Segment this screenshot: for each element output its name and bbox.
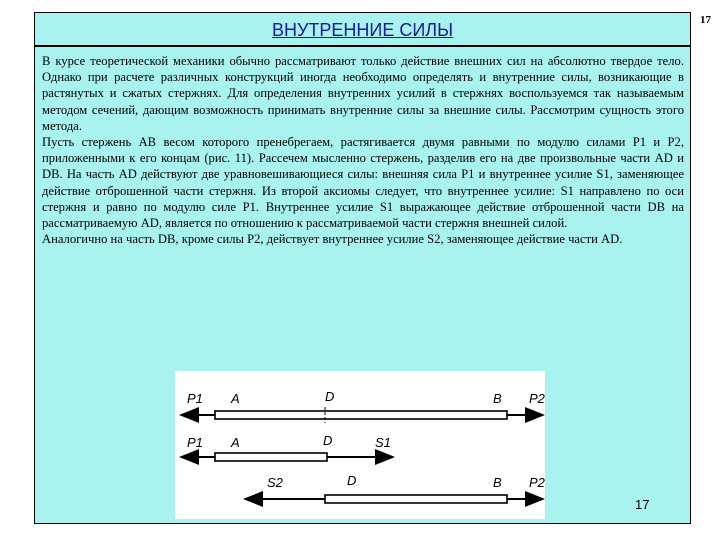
paragraph-intro: В курсе теоретической механики обычно рассматривают только действие внешних сил на абсолютно твердое тело. Однако при расчете различных конструкций иногда необходимо определять и внутренние силы, возникающие в растянутых и сжатых стержнях. Для определения внутренних усилий в стержнях воспользуемся так называемым методом сечений, дающим возможность принимать внутренние силы за внешние силы. Рассмотрим сущность этого метода. — [42, 54, 684, 133]
rod-db — [325, 495, 507, 503]
paragraph-method: Пусть стержень AB весом которого пренебрегаем, растягивается двумя равными по модулю силами P1 и P2, приложенными к его концам (рис. 11). Рассечем мысленно стержень, разделив его на две произвольные части AD и DB. На часть AD действуют две уравновешивающиеся силы: внешняя сила P1 и внутреннее усилие S1, заменяющее действие отброшенной части стержня. Из второй аксиомы следует, что внутреннее усилие: S1 направлено по оси стержня и равно по модулю силе P1. Внутреннее усилие S1 выражающее действие отброшенной части DB на рассматриваемую AD, является по отношению к рассматриваемой части стержня внешней силой. — [42, 135, 684, 231]
label-p2: P2 — [529, 391, 545, 406]
paragraph-analogy: Аналогично на часть DB, кроме силы P2, действует внутреннее усилие S2, заменяющее действие части AD. — [42, 232, 623, 247]
slide-frame — [34, 12, 691, 524]
slide-title: ВНУТРЕННИЕ СИЛЫ — [35, 13, 690, 47]
body-text — [42, 53, 684, 247]
label-a: A — [231, 435, 240, 450]
label-d: D — [323, 433, 333, 448]
label-a: A — [231, 391, 240, 406]
label-b: B — [493, 475, 502, 490]
rod-figure — [175, 371, 545, 519]
rod-ad — [215, 453, 327, 461]
figure-number: 17 — [635, 497, 650, 512]
rod-ab — [215, 411, 507, 419]
slide-number-corner: 17 — [700, 14, 711, 26]
label-b: B — [493, 391, 502, 406]
label-p2: P2 — [529, 475, 545, 490]
label-s1: S1 — [375, 435, 391, 450]
label-d: D — [347, 473, 357, 488]
figure-row-1 — [181, 389, 545, 423]
label-d: D — [325, 389, 335, 404]
figure-row-2 — [181, 433, 393, 461]
label-p1: P1 — [187, 391, 203, 406]
figure-row-3 — [245, 473, 545, 503]
label-s2: S2 — [267, 475, 283, 490]
label-p1: P1 — [187, 435, 203, 450]
rod-diagram — [175, 371, 545, 519]
